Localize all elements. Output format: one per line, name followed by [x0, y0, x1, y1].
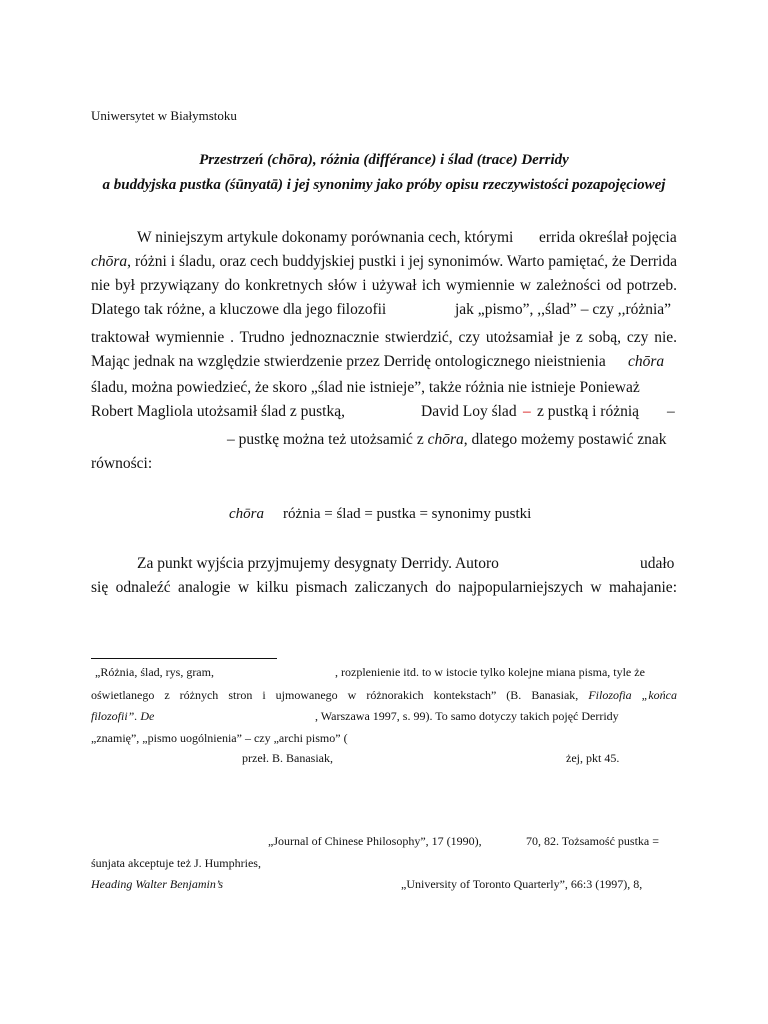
fn2-line1-a: „Journal of Chinese Philosophy”, 17 (1990),: [268, 834, 482, 848]
p2-line2: się odnaleźć analogie w kilku pismach zaliczanych do najpopularniejszych w mahajanie:: [91, 579, 677, 596]
p2-line1-b: udało: [640, 555, 675, 572]
fn1-line4: „znamię”, „pismo uogólnienia” – czy „archi pismo” (: [91, 731, 348, 745]
p1-line9: – pustkę można też utożsamić z chōra, dlatego możemy postawić znak: [227, 431, 667, 448]
p1-line2: chōra, różni i śladu, oraz cech buddyjskiej pustki i jej synonimów. Warto pamiętać, że Derrida: [91, 253, 677, 270]
fn1-line5-b: żej, pkt 45.: [566, 751, 620, 765]
p1-line1-b: errida określał pojęcia: [539, 229, 677, 246]
p1-line8-red-dash: –: [523, 403, 531, 420]
p2-line1-a: Za punkt wyjścia przyjmujemy desygnaty Derridy. Autoro: [137, 555, 499, 572]
p1-line6-a: Mając jednak na względzie stwierdzenie przez Derridę ontologicznego nieistnienia: [91, 353, 606, 370]
p1-line10: równości:: [91, 455, 153, 472]
p1-line5: traktował wymiennie . Trudno jednoznacznie stwierdzić, czy utożsamiał je z sobą, czy nie.: [91, 329, 677, 346]
fn2-line1-b: 70, 82. Tożsamość pustka =: [526, 834, 660, 848]
fn2-line3-b: „University of Toronto Quarterly”, 66:3 (1997), 8,: [401, 877, 643, 891]
article-title-line-1: Przestrzeń (chōra), różnia (différance) i ślad (trace) Derridy: [199, 152, 569, 168]
p1-line3: nie był przywiązany do konkretnych słów i używał ich wymiennie w zależności od potrzeb.: [91, 277, 677, 294]
fn1-line3-italic: filozofii”. De: [91, 709, 155, 723]
fn1-line3-b: , Warszawa 1997, s. 99). To samo dotyczy takich pojęć Derridy: [315, 709, 619, 723]
fn1-line2: oświetlanego z różnych stron i ujmowanego w różnorakich kontekstach” (B. Banasiak, Filozofia „końca: [91, 688, 677, 702]
p1-line8-b: David Loy ślad: [421, 403, 517, 420]
equation-chora: chōra: [229, 506, 264, 522]
equation-rest: różnia = ślad = pustka = synonimy pustki: [283, 506, 532, 522]
p1-line4-b: jak „pismo”, ,,ślad” – czy ,,różnia”: [455, 301, 672, 318]
article-title-line-2: a buddyjska pustka (śūnyatā) i jej synonimy jako próby opisu rzeczywistości pozapojęciowej: [102, 177, 666, 193]
p1-line8-c: z pustką i różnią: [537, 403, 640, 420]
affiliation: Uniwersytet w Białymstoku: [91, 108, 237, 123]
p1-line8-a: Robert Magliola utożsamił ślad z pustką,: [91, 403, 345, 420]
fn1-line1-b: , rozplenienie itd. to w istocie tylko kolejne miana pisma, tyle że: [335, 665, 645, 679]
fn2-line2: śunjata akceptuje też J. Humphries,: [91, 856, 261, 870]
fn1-line5-a: przeł. B. Banasiak,: [242, 751, 333, 765]
p1-line1-a: W niniejszym artykule dokonamy porównania cech, którymi: [137, 229, 514, 246]
p1-line6-chora: chōra: [628, 353, 665, 370]
fn1-line1-a: „Różnia, ślad, rys, gram,: [95, 665, 214, 679]
fn2-line3-italic: Heading Walter Benjamin’s: [91, 877, 223, 891]
p1-line8-d: –: [667, 403, 675, 420]
p1-line4-a: Dlatego tak różne, a kluczowe dla jego filozofii: [91, 301, 387, 318]
p1-line7: śladu, można powiedzieć, że skoro „ślad nie istnieje”, także różnia nie istnieje Ponieważ: [91, 379, 640, 396]
footnote-separator: [91, 658, 277, 659]
